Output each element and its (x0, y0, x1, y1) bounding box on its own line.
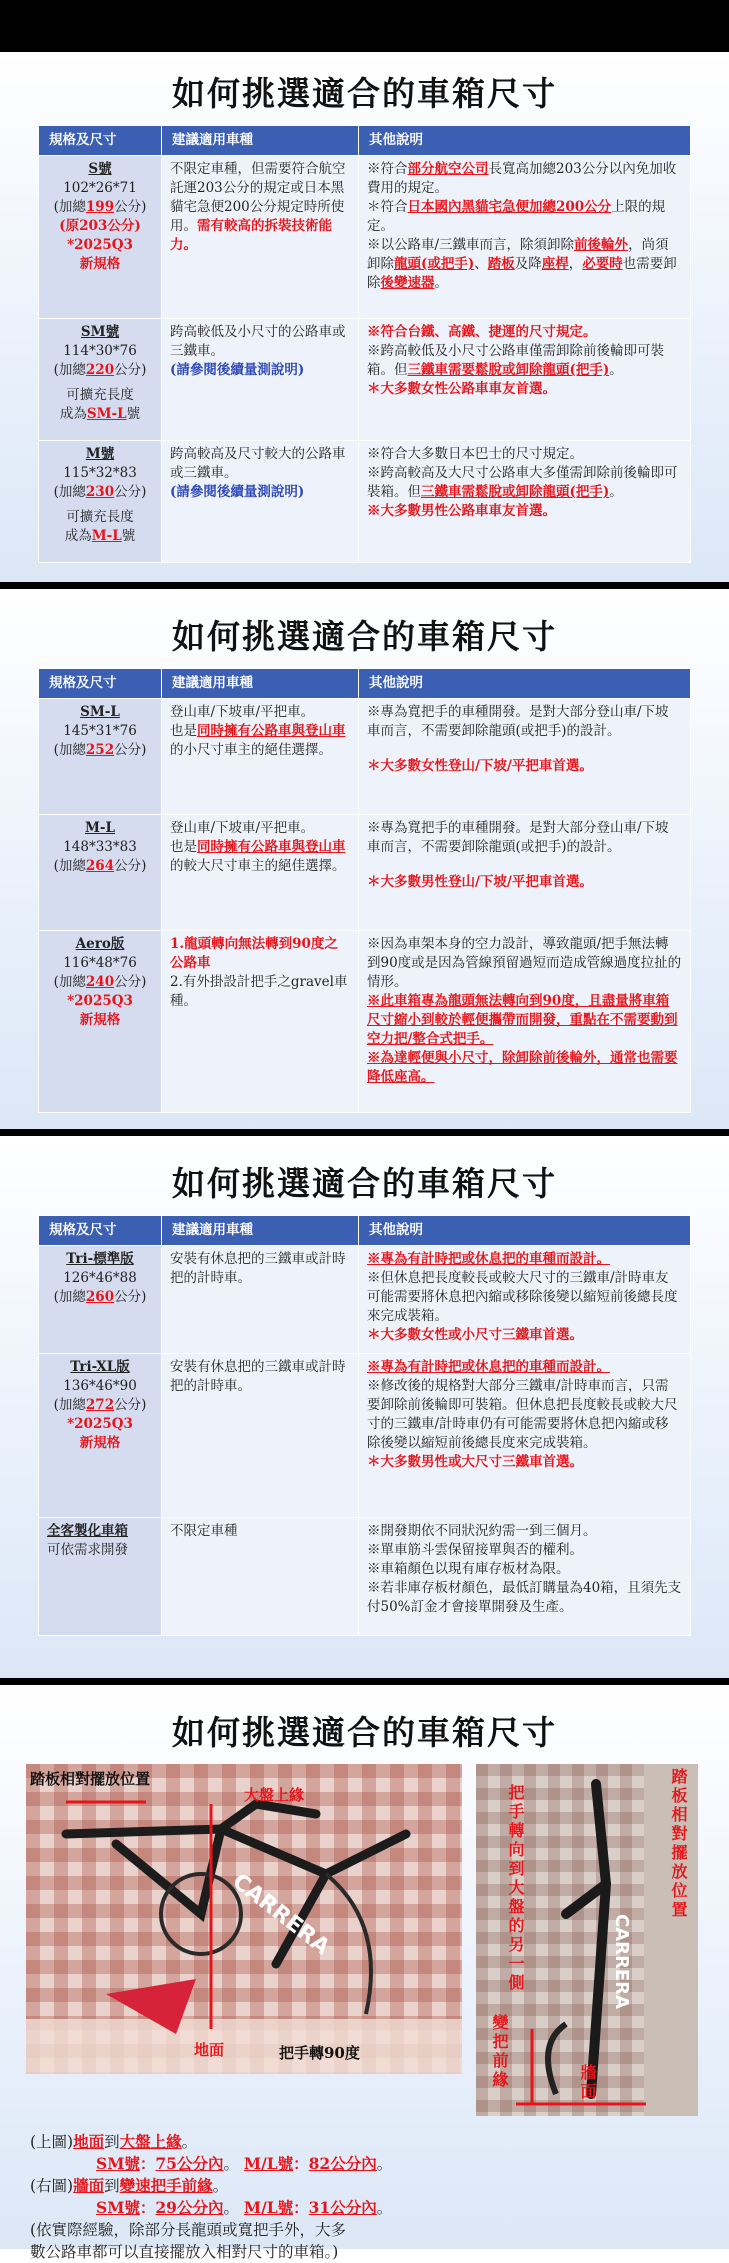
notes-cell: ※符合部分航空公司長寬高加總203公分以內免加收費用的規定。 ＊符合日本國內黑貓宅急便加總200公分上限的規定。 ※以公路車/三鐵車而言，除須卸除前後輪外，尚須卸除龍頭(或把手)、踏板及降座桿，必要時也需要卸除後變速器。 (359, 156, 691, 319)
usage-cell: 不限定車種 (162, 1518, 359, 1636)
table-row (39, 156, 691, 319)
notes-cell: ※開發期依不同狀況約需一到三個月。 ※單車筋斗雲保留接單與否的權利。 ※車箱顏色以現有庫存板材為限。 ※若非庫存板材顏色，最低訂購量為40箱，且須先支付50%訂金才會接單開發及生產。 (359, 1518, 691, 1636)
spec-cell: SM號 114*30*76 (加總220公分) 可擴充長度 成為SM-L號 (39, 319, 162, 441)
notes-cell: ※符合大多數日本巴士的尺寸規定。 ※跨高較高及大尺寸公路車大多僅需卸除前後輪即可裝箱。但三鐵車需鬆脫或卸除龍頭(把手)。 ※大多數男性公路車車友首選。 (359, 441, 691, 563)
header-notes: 其他說明 (359, 669, 691, 699)
spec-new-label: 新規格 (79, 256, 121, 272)
top-bar (0, 0, 729, 52)
bike-photo-side (476, 1764, 698, 2116)
label-right-shifter: 變把前緣 (490, 2014, 509, 2090)
label-right-wall: 牆面 (578, 2064, 597, 2102)
spec-original: (原203公分) (59, 218, 141, 234)
label-bars-90: 把手轉90度 (279, 2044, 360, 2062)
spec-total: (加總199公分) (53, 199, 147, 215)
header-spec: 規格及尺寸 (39, 669, 162, 699)
bike-photo-front (26, 1764, 462, 2074)
table-row (39, 1354, 691, 1518)
header-usage: 建議適用車種 (162, 126, 359, 156)
label-chainring-top: 大盤上緣 (244, 1786, 305, 1804)
spec-new-tag: *2025Q3 (67, 237, 133, 253)
size-table-2 (38, 668, 691, 1113)
notes-cell: ※專為有計時把或休息把的車種而設計。 ※但休息把長度較長或較大尺寸的三鐵車/計時車友可能需要將休息把內縮或移除後變以縮短前後總長度來完成裝箱。 ＊大多數女性或小尺寸三鐵車首選。 (359, 1246, 691, 1354)
table-row (39, 699, 691, 815)
spec-name: S號 (88, 161, 112, 177)
table-row (39, 1518, 691, 1636)
panel-title: 如何挑選適合的車箱尺寸 (172, 74, 557, 113)
spec-cell (39, 156, 162, 319)
usage-cell: 安裝有休息把的三鐵車或計時把的計時車。 (162, 1354, 359, 1518)
header-notes: 其他說明 (359, 1216, 691, 1246)
header-usage: 建議適用車種 (162, 1216, 359, 1246)
spec-cell: M號 115*32*83 (加總230公分) 可擴充長度 成為M-L號 (39, 441, 162, 563)
usage-cell: 登山車/下坡車/平把車。 也是同時擁有公路車與登山車的較大尺寸車主的絕佳選擇。 (162, 815, 359, 931)
table-header-row (39, 1216, 691, 1246)
usage-cell: 1.龍頭轉向無法轉到90度之公路車 2.有外掛設計把手之gravel車種。 (162, 931, 359, 1113)
usage-cell: 跨高較高及尺寸較大的公路車或三鐵車。 (請參閱後續量測說明) (162, 441, 359, 563)
panel-title: 如何挑選適合的車箱尺寸 (172, 1164, 557, 1203)
panel-separator (0, 1129, 729, 1136)
header-usage: 建議適用車種 (162, 669, 359, 699)
spec-cell: Tri-標準版 126*46*88 (加總260公分) (39, 1246, 162, 1354)
size-panel-2 (0, 589, 729, 1129)
table-row (39, 441, 691, 563)
label-right-bars: 把手轉向到大盤的另一側 (506, 1784, 525, 1993)
size-table-3 (38, 1215, 691, 1636)
notes-cell: ※因為車架本身的空力設計，導致龍頭/把手無法轉到90度或是因為管線預留過短而造成管線過度拉扯的情形。 ※此車箱專為龍頭無法轉向到90度，且盡量將車箱尺寸縮小到較於輕便攜帶而開發，重點在不需要動到空力把/整合式把手。 ※為達輕便與小尺寸，除卸除前後輪外，通常也需要降低座高。 (359, 931, 691, 1113)
table-row (39, 1246, 691, 1354)
usage-cell: 登山車/下坡車/平把車。 也是同時擁有公路車與登山車的小尺寸車主的絕佳選擇。 (162, 699, 359, 815)
label-right-pedal: 踏板相對擺放位置 (669, 1768, 688, 1920)
panel-separator (0, 582, 729, 589)
table-header-row (39, 126, 691, 156)
table-row (39, 931, 691, 1113)
panel-title: 如何挑選適合的車箱尺寸 (172, 1713, 557, 1752)
spec-cell: M-L 148*33*83 (加總264公分) (39, 815, 162, 931)
panel-separator (0, 1678, 729, 1685)
notes-cell: ※專為有計時把或休息把的車種而設計。 ※修改後的規格對大部分三鐵車/計時車而言，只需要卸除前後輪即可裝箱。但休息把長度較長或較大尺寸的三鐵車/計時車仍有可能需要將休息把內縮或移除後變以縮短前後總長度來完成裝箱。 ＊大多數男性或大尺寸三鐵車首選。 (359, 1354, 691, 1518)
table-row (39, 815, 691, 931)
svg-text:CARRERA: CARRERA (611, 1914, 632, 2009)
measure-caption: (上圖)地面到大盤上緣。 SM號：75公分內。 M/L號：82公分內。 (右圖)牆面到變速把手前緣。 SM號：29公分內。 M/L號：31公分內。 (依實際經驗，除部分長龍頭或寬把手外，大多 數公路車都可以直接擺放入相對尺寸的車箱。) (30, 2132, 393, 2261)
usage-cell: 安裝有休息把的三鐵車或計時把的計時車。 (162, 1246, 359, 1354)
bike-front-illustration (26, 1764, 462, 2074)
panel-title: 如何挑選適合的車箱尺寸 (172, 617, 557, 656)
notes-cell: ※符合台鐵、高鐵、捷運的尺寸規定。 ※跨高較低及小尺寸公路車僅需卸除前後輪即可裝箱。但三鐵車需要鬆脫或卸除龍頭(把手)。 ＊大多數女性公路車車友首選。 (359, 319, 691, 441)
label-ground: 地面 (194, 2041, 225, 2059)
header-spec: 規格及尺寸 (39, 1216, 162, 1246)
spec-cell: SM-L 145*31*76 (加總252公分) (39, 699, 162, 815)
size-table-1 (38, 125, 691, 563)
table-row (39, 319, 691, 441)
notes-cell: ※專為寬把手的車種開發。是對大部分登山車/下坡車而言，不需要卸除龍頭(或把手)的設計。 ＊大多數男性登山/下坡/平把車首選。 (359, 815, 691, 931)
svg-text:CARRERA: CARRERA (227, 1869, 335, 1961)
notes-cell: ※專為寬把手的車種開發。是對大部分登山車/下坡車而言，不需要卸除龍頭(或把手)的設計。 ＊大多數女性登山/下坡/平把車首選。 (359, 699, 691, 815)
size-panel-3 (0, 1136, 729, 1678)
usage-cell: 跨高較低及小尺寸的公路車或三鐵車。 (請參閱後續量測說明) (162, 319, 359, 441)
label-pedal-position: 踏板相對擺放位置 (30, 1770, 151, 1788)
size-panel-1 (0, 52, 729, 582)
measure-panel (0, 1685, 729, 2261)
header-notes: 其他說明 (359, 126, 691, 156)
spec-cell: 全客製化車箱 可依需求開發 (39, 1518, 162, 1636)
table-header-row (39, 669, 691, 699)
spec-dims: 102*26*71 (63, 180, 137, 196)
photo-area (0, 1764, 729, 2140)
spec-cell: Tri-XL版 136*46*90 (加總272公分) *2025Q3 新規格 (39, 1354, 162, 1518)
usage-cell: 不限定車種，但需要符合航空託運203公分的規定或日本黑貓宅急便200公分規定時所使用。需有較高的拆裝技術能力。 (162, 156, 359, 319)
spec-cell: Aero版 116*48*76 (加總240公分) *2025Q3 新規格 (39, 931, 162, 1113)
header-spec: 規格及尺寸 (39, 126, 162, 156)
